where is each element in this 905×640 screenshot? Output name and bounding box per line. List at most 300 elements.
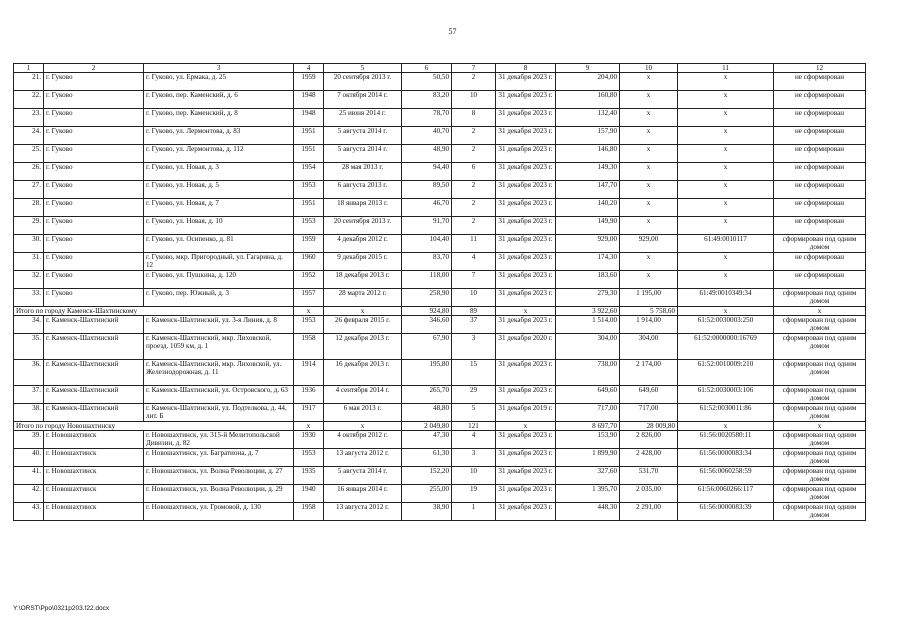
table-cell: 118,00 <box>402 271 452 289</box>
table-cell: г. Гуково <box>44 271 144 289</box>
col-header: 12 <box>774 64 866 73</box>
table-cell: 149,30 <box>556 163 620 181</box>
table-cell: 23. <box>14 109 44 127</box>
table-cell: 35. <box>14 334 44 360</box>
table-cell: г. Новошахтинск, ул. 315-й Мелитопольской Дивизии, д. 82 <box>144 431 294 449</box>
table-cell: 448,30 <box>556 503 620 521</box>
table-cell: 38. <box>14 404 44 422</box>
table-cell: сформирован под одним домом <box>774 235 866 253</box>
table-cell: 31 декабря 2023 г. <box>496 431 556 449</box>
table-cell: 2 <box>452 181 496 199</box>
table-cell: 152,20 <box>402 467 452 485</box>
table-row <box>14 253 866 271</box>
table-cell: х <box>620 271 678 289</box>
subtotal-cell: х <box>496 307 556 316</box>
table-cell: 31 декабря 2023 г. <box>496 503 556 521</box>
table-cell: 13 августа 2012 г. <box>324 449 402 467</box>
table-cell: 31 декабря 2020 г. <box>496 334 556 360</box>
table-cell: х <box>620 91 678 109</box>
table-cell: 26 февраля 2015 г. <box>324 316 402 334</box>
table-cell: 31 декабря 2023 г. <box>496 127 556 145</box>
table-cell: 1 899,90 <box>556 449 620 467</box>
table-cell: г. Новошахтинск <box>44 467 144 485</box>
table-cell: 61:56:0060258:59 <box>678 467 774 485</box>
table-cell: 2 174,00 <box>620 360 678 386</box>
table-row <box>14 163 866 181</box>
subtotal-cell: х <box>294 422 324 431</box>
table-cell: х <box>620 73 678 91</box>
table-cell: 2 <box>452 145 496 163</box>
table-cell: г. Каменск-Шахтинский, ул. 3-я Линия, д. 8 <box>144 316 294 334</box>
table-cell: 132,40 <box>556 109 620 127</box>
subtotal-cell: х <box>294 307 324 316</box>
table-cell: х <box>678 145 774 163</box>
table-cell: 61:52:0030003:250 <box>678 316 774 334</box>
table-cell: г. Гуково, ул. Новая, д. 5 <box>144 181 294 199</box>
table-cell: сформирован под одним домом <box>774 334 866 360</box>
table-cell: 20 сентября 2013 г. <box>324 73 402 91</box>
table-cell: не сформирован <box>774 73 866 91</box>
table-cell: г. Гуково, ул. Пушкина, д. 120 <box>144 271 294 289</box>
table-cell: 40. <box>14 449 44 467</box>
table-cell: 531,70 <box>620 467 678 485</box>
table-cell: 304,00 <box>620 334 678 360</box>
table-cell: 1914 <box>294 360 324 386</box>
table-cell: 61:56:0000083:34 <box>678 449 774 467</box>
table-cell: не сформирован <box>774 217 866 235</box>
table-cell: 265,70 <box>402 386 452 404</box>
table-cell: 31 декабря 2023 г. <box>496 91 556 109</box>
table-cell: сформирован под одним домом <box>774 360 866 386</box>
table-row <box>14 503 866 521</box>
table-cell: 11 <box>452 235 496 253</box>
subtotal-cell: 924,80 <box>402 307 452 316</box>
table-cell: не сформирован <box>774 271 866 289</box>
subtotal-cell: х <box>774 307 866 316</box>
table-cell: 31 декабря 2023 г. <box>496 449 556 467</box>
col-header: 11 <box>678 64 774 73</box>
table-cell: сформирован под одним домом <box>774 449 866 467</box>
table-cell: 39. <box>14 431 44 449</box>
table-cell: 31. <box>14 253 44 271</box>
table-cell: 1957 <box>294 289 324 307</box>
table-cell: 18 декабря 2013 г. <box>324 271 402 289</box>
table-cell: 1959 <box>294 73 324 91</box>
table-cell: х <box>678 217 774 235</box>
subtotal-row <box>14 422 866 431</box>
table-cell: 10 <box>452 467 496 485</box>
table-cell: 1951 <box>294 199 324 217</box>
col-header: 6 <box>402 64 452 73</box>
table-row <box>14 431 866 449</box>
table-cell: 1948 <box>294 91 324 109</box>
table-cell: не сформирован <box>774 91 866 109</box>
housing-registry-table <box>13 63 866 521</box>
table-cell: 21. <box>14 73 44 91</box>
table-cell: 31 декабря 2023 г. <box>496 271 556 289</box>
table-cell: 46,70 <box>402 199 452 217</box>
table-cell: 31 декабря 2023 г. <box>496 181 556 199</box>
table-cell: 12 декабря 2013 г. <box>324 334 402 360</box>
table-cell: х <box>678 253 774 271</box>
table-cell: 16 декабря 2013 г. <box>324 360 402 386</box>
table-cell: 28. <box>14 199 44 217</box>
table-cell: 31 декабря 2023 г. <box>496 316 556 334</box>
table-cell: 61:52:0030011:86 <box>678 404 774 422</box>
table-cell: 4 октября 2012 г. <box>324 431 402 449</box>
col-header: 2 <box>44 64 144 73</box>
table-cell: 78,70 <box>402 109 452 127</box>
table-cell: 929,00 <box>556 235 620 253</box>
table-cell: 1930 <box>294 431 324 449</box>
table-cell: г. Гуково <box>44 127 144 145</box>
table-row <box>14 449 866 467</box>
table-cell: 28 мая 2013 г. <box>324 163 402 181</box>
table-cell: 258,90 <box>402 289 452 307</box>
table-cell: 13 августа 2012 г. <box>324 503 402 521</box>
table-cell: х <box>678 181 774 199</box>
table-cell: 1951 <box>294 127 324 145</box>
table-cell: 6 августа 2013 г. <box>324 181 402 199</box>
table-cell: г. Каменск-Шахтинский <box>44 386 144 404</box>
table-cell: 1953 <box>294 449 324 467</box>
table-cell: 48,90 <box>402 145 452 163</box>
table-cell: 31 декабря 2023 г. <box>496 289 556 307</box>
page-number: 57 <box>448 27 457 36</box>
table-cell: 255,00 <box>402 485 452 503</box>
table-cell: 1960 <box>294 253 324 271</box>
table-cell: 29. <box>14 217 44 235</box>
table-cell: не сформирован <box>774 145 866 163</box>
col-header: 3 <box>144 64 294 73</box>
table-cell: х <box>678 73 774 91</box>
table-cell: 89,50 <box>402 181 452 199</box>
table-cell: г. Гуково, ул. Лермонтова, д. 83 <box>144 127 294 145</box>
table-cell: 67,90 <box>402 334 452 360</box>
table-cell: 25 июня 2014 г. <box>324 109 402 127</box>
table-cell: г. Новошахтинск, ул. Громовой, д. 130 <box>144 503 294 521</box>
table-cell: 1940 <box>294 485 324 503</box>
table-cell: х <box>678 91 774 109</box>
table-cell: 38,90 <box>402 503 452 521</box>
table-cell: 649,60 <box>620 386 678 404</box>
table-cell: 61:49:0010117 <box>678 235 774 253</box>
table-cell: 1935 <box>294 467 324 485</box>
table-row <box>14 316 866 334</box>
table-cell: 4 сентября 2014 г. <box>324 386 402 404</box>
table-cell: г. Новошахтинск, ул. Волна Революции, д. 29 <box>144 485 294 503</box>
table-cell: сформирован под одним домом <box>774 467 866 485</box>
table-cell: г. Каменск-Шахтинский, ул. Подтелкова, д. 44, лит. Б <box>144 404 294 422</box>
subtotal-cell: х <box>496 422 556 431</box>
table-cell: 717,00 <box>620 404 678 422</box>
table-cell: х <box>678 271 774 289</box>
table-cell: 6 <box>452 163 496 181</box>
col-header: 4 <box>294 64 324 73</box>
table-cell: 2 826,00 <box>620 431 678 449</box>
table-cell: 41. <box>14 467 44 485</box>
table-cell: 717,00 <box>556 404 620 422</box>
table-cell: г. Гуково <box>44 181 144 199</box>
table-cell: 29 <box>452 386 496 404</box>
file-path-footer: Y:\ORST\Ppo\0321p203.f22.docx <box>13 605 110 612</box>
table-cell: 1 395,70 <box>556 485 620 503</box>
table-cell: г. Новошахтинск, ул. Багратиона, д. 7 <box>144 449 294 467</box>
table-cell: 31 декабря 2023 г. <box>496 386 556 404</box>
column-number-header <box>14 64 866 73</box>
table-cell: 31 декабря 2023 г. <box>496 485 556 503</box>
table-cell: 61:52:0000000:16769 <box>678 334 774 360</box>
table-cell: сформирован под одним домом <box>774 289 866 307</box>
table-cell: х <box>678 127 774 145</box>
table-cell: г. Гуково <box>44 199 144 217</box>
table-cell: 2 <box>452 73 496 91</box>
table-cell: 279,30 <box>556 289 620 307</box>
table-cell: 50,50 <box>402 73 452 91</box>
table-cell: 31 декабря 2023 г. <box>496 73 556 91</box>
table-cell: 1953 <box>294 217 324 235</box>
table-cell: 2 <box>452 217 496 235</box>
table-cell: 6 мая 2013 г. <box>324 404 402 422</box>
table-cell: 2 <box>452 127 496 145</box>
table-cell: 1951 <box>294 145 324 163</box>
table-cell: 7 октября 2014 г. <box>324 91 402 109</box>
subtotal-label: Итого по городу Новошахтинску <box>14 422 294 431</box>
table-cell: 10 <box>452 289 496 307</box>
table-cell: х <box>620 109 678 127</box>
table-cell: 61:56:0020580:11 <box>678 431 774 449</box>
table-cell: г. Гуково, ул. Ермака, д. 25 <box>144 73 294 91</box>
table-cell: 25. <box>14 145 44 163</box>
table-row <box>14 145 866 163</box>
table-cell: г. Гуково, ул. Осипенко, д. 81 <box>144 235 294 253</box>
table-cell: 31 декабря 2023 г. <box>496 253 556 271</box>
table-cell: 61:56:0060266:117 <box>678 485 774 503</box>
subtotal-cell: 8 697,70 <box>556 422 620 431</box>
table-cell: 37 <box>452 316 496 334</box>
table-cell: х <box>620 199 678 217</box>
table-cell: сформирован под одним домом <box>774 503 866 521</box>
table-cell: сформирован под одним домом <box>774 404 866 422</box>
table-cell: 22. <box>14 91 44 109</box>
subtotal-cell: х <box>324 307 402 316</box>
subtotal-cell: х <box>678 307 774 316</box>
table-cell: 8 <box>452 109 496 127</box>
table-cell: 1 195,00 <box>620 289 678 307</box>
table-cell: х <box>620 181 678 199</box>
table-cell: 346,60 <box>402 316 452 334</box>
table-cell: 94,40 <box>402 163 452 181</box>
table-cell: 1948 <box>294 109 324 127</box>
table-cell: 30. <box>14 235 44 253</box>
table-cell: 15 <box>452 360 496 386</box>
table-cell: г. Новошахтинск <box>44 431 144 449</box>
table-cell: г. Гуково <box>44 163 144 181</box>
table-cell: х <box>620 163 678 181</box>
table-cell: 36. <box>14 360 44 386</box>
table-cell: г. Гуково, ул. Новая, д. 10 <box>144 217 294 235</box>
col-header: 5 <box>324 64 402 73</box>
table-cell: 2 428,00 <box>620 449 678 467</box>
table-cell: 61:52:0010009:210 <box>678 360 774 386</box>
table-cell: г. Гуково <box>44 217 144 235</box>
table-cell: г. Гуково <box>44 109 144 127</box>
table-row <box>14 404 866 422</box>
table-cell: х <box>678 199 774 217</box>
table-cell: не сформирован <box>774 163 866 181</box>
table-cell: 31 декабря 2019 г. <box>496 404 556 422</box>
table-cell: 157,90 <box>556 127 620 145</box>
table-cell: 1958 <box>294 334 324 360</box>
table-cell: 3 <box>452 449 496 467</box>
table-cell: 31 декабря 2023 г. <box>496 235 556 253</box>
table-cell: 42. <box>14 485 44 503</box>
table-cell: 61:52:0030003:106 <box>678 386 774 404</box>
table-cell: х <box>678 109 774 127</box>
table-cell: не сформирован <box>774 181 866 199</box>
table-cell: 160,80 <box>556 91 620 109</box>
table-cell: 28 марта 2012 г. <box>324 289 402 307</box>
table-row <box>14 360 866 386</box>
table-cell: г. Гуково, ул. Лермонтова, д. 112 <box>144 145 294 163</box>
table-cell: 61,30 <box>402 449 452 467</box>
table-cell: г. Гуково, мкр. Пригородный, ул. Гагарина, д. 12 <box>144 253 294 271</box>
table-cell: г. Гуково, пер. Каменский, д. 8 <box>144 109 294 127</box>
table-cell: 48,80 <box>402 404 452 422</box>
table-row <box>14 217 866 235</box>
table-cell: 5 <box>452 404 496 422</box>
table-cell: 18 января 2013 г. <box>324 199 402 217</box>
table-cell: г. Каменск-Шахтинский <box>44 334 144 360</box>
table-cell: 1 <box>452 503 496 521</box>
table-cell: х <box>620 145 678 163</box>
table-cell: 47,30 <box>402 431 452 449</box>
table-cell: 31 декабря 2023 г. <box>496 163 556 181</box>
table-cell: 5 августа 2014 г. <box>324 127 402 145</box>
table-cell: не сформирован <box>774 109 866 127</box>
table-cell: г. Каменск-Шахтинский <box>44 316 144 334</box>
subtotal-cell: 89 <box>452 307 496 316</box>
table-cell: 327,60 <box>556 467 620 485</box>
table-cell: г. Гуково <box>44 253 144 271</box>
table-cell: 31 декабря 2023 г. <box>496 360 556 386</box>
table-row <box>14 109 866 127</box>
subtotal-cell: х <box>324 422 402 431</box>
table-cell: 27. <box>14 181 44 199</box>
table-cell: сформирован под одним домом <box>774 485 866 503</box>
table-cell: г. Каменск-Шахтинский, ул. Островского, д. 63 <box>144 386 294 404</box>
table-cell: 5 августа 2014 г. <box>324 145 402 163</box>
table-cell: 31 декабря 2023 г. <box>496 467 556 485</box>
table-cell: 146,80 <box>556 145 620 163</box>
table-cell: 1954 <box>294 163 324 181</box>
table-cell: 1 914,00 <box>620 316 678 334</box>
subtotal-cell: 28 009,80 <box>620 422 678 431</box>
table-cell: х <box>678 163 774 181</box>
table-cell: 61:49:0010349:34 <box>678 289 774 307</box>
table-row <box>14 289 866 307</box>
table-row <box>14 199 866 217</box>
subtotal-cell: 3 922,60 <box>556 307 620 316</box>
table-cell: 1953 <box>294 316 324 334</box>
table-cell: 83,20 <box>402 91 452 109</box>
table-cell: 26. <box>14 163 44 181</box>
col-header: 7 <box>452 64 496 73</box>
table-cell: г. Гуково, ул. Новая, д. 7 <box>144 199 294 217</box>
subtotal-label: Итого по городу Каменск-Шахтинскому <box>14 307 294 316</box>
table-row <box>14 73 866 91</box>
table-cell: 104,40 <box>402 235 452 253</box>
table-cell: г. Гуково, пер. Южный, д. 3 <box>144 289 294 307</box>
table-cell: 649,60 <box>556 386 620 404</box>
table-cell: г. Гуково, ул. Новая, д. 3 <box>144 163 294 181</box>
table-cell: 4 декабря 2012 г. <box>324 235 402 253</box>
table-cell: 34. <box>14 316 44 334</box>
table-cell: 738,00 <box>556 360 620 386</box>
table-cell: 149,90 <box>556 217 620 235</box>
col-header: 1 <box>14 64 44 73</box>
table-cell: 5 августа 2014 г. <box>324 467 402 485</box>
table-cell: 10 <box>452 91 496 109</box>
table-cell: г. Новошахтинск <box>44 449 144 467</box>
table-cell: 195,80 <box>402 360 452 386</box>
table-cell: г. Новошахтинск, ул. Волна Революции, д. 27 <box>144 467 294 485</box>
table-cell: 1958 <box>294 503 324 521</box>
table-row <box>14 181 866 199</box>
table-cell: 929,00 <box>620 235 678 253</box>
table-cell: 304,00 <box>556 334 620 360</box>
table-cell: сформирован под одним домом <box>774 316 866 334</box>
table-cell: г. Новошахтинск <box>44 485 144 503</box>
table-cell: 1917 <box>294 404 324 422</box>
table-cell: г. Новошахтинск <box>44 503 144 521</box>
table-row <box>14 127 866 145</box>
table-cell: г. Каменск-Шахтинский, мкр. Лиховской, ул. Железнодорожная, д. 11 <box>144 360 294 386</box>
subtotal-cell: 2 049,80 <box>402 422 452 431</box>
table-cell: г. Гуково <box>44 235 144 253</box>
table-cell: сформирован под одним домом <box>774 431 866 449</box>
table-row <box>14 334 866 360</box>
table-cell: 31 декабря 2023 г. <box>496 217 556 235</box>
subtotal-cell: х <box>678 422 774 431</box>
col-header: 9 <box>556 64 620 73</box>
subtotal-cell: 121 <box>452 422 496 431</box>
table-cell: 147,70 <box>556 181 620 199</box>
table-cell: г. Гуково <box>44 91 144 109</box>
table-cell: х <box>620 217 678 235</box>
table-row <box>14 91 866 109</box>
subtotal-cell: х <box>774 422 866 431</box>
table-cell: 32. <box>14 271 44 289</box>
table-cell: 3 <box>452 334 496 360</box>
table-cell: г. Гуково <box>44 289 144 307</box>
table-cell: 61:56:0000083:39 <box>678 503 774 521</box>
table-cell: г. Каменск-Шахтинский <box>44 404 144 422</box>
table-cell: 9 декабря 2015 г. <box>324 253 402 271</box>
table-cell: 4 <box>452 431 496 449</box>
table-cell: 2 291,00 <box>620 503 678 521</box>
table-cell: г. Каменск-Шахтинский <box>44 360 144 386</box>
table-cell: сформирован под одним домом <box>774 386 866 404</box>
table-cell: 1936 <box>294 386 324 404</box>
table-cell: 83,70 <box>402 253 452 271</box>
table-cell: 1953 <box>294 181 324 199</box>
subtotal-cell: 5 758,60 <box>620 307 678 316</box>
table-cell: 7 <box>452 271 496 289</box>
table-cell: 153,90 <box>556 431 620 449</box>
table-cell: не сформирован <box>774 199 866 217</box>
table-cell: г. Гуково <box>44 145 144 163</box>
